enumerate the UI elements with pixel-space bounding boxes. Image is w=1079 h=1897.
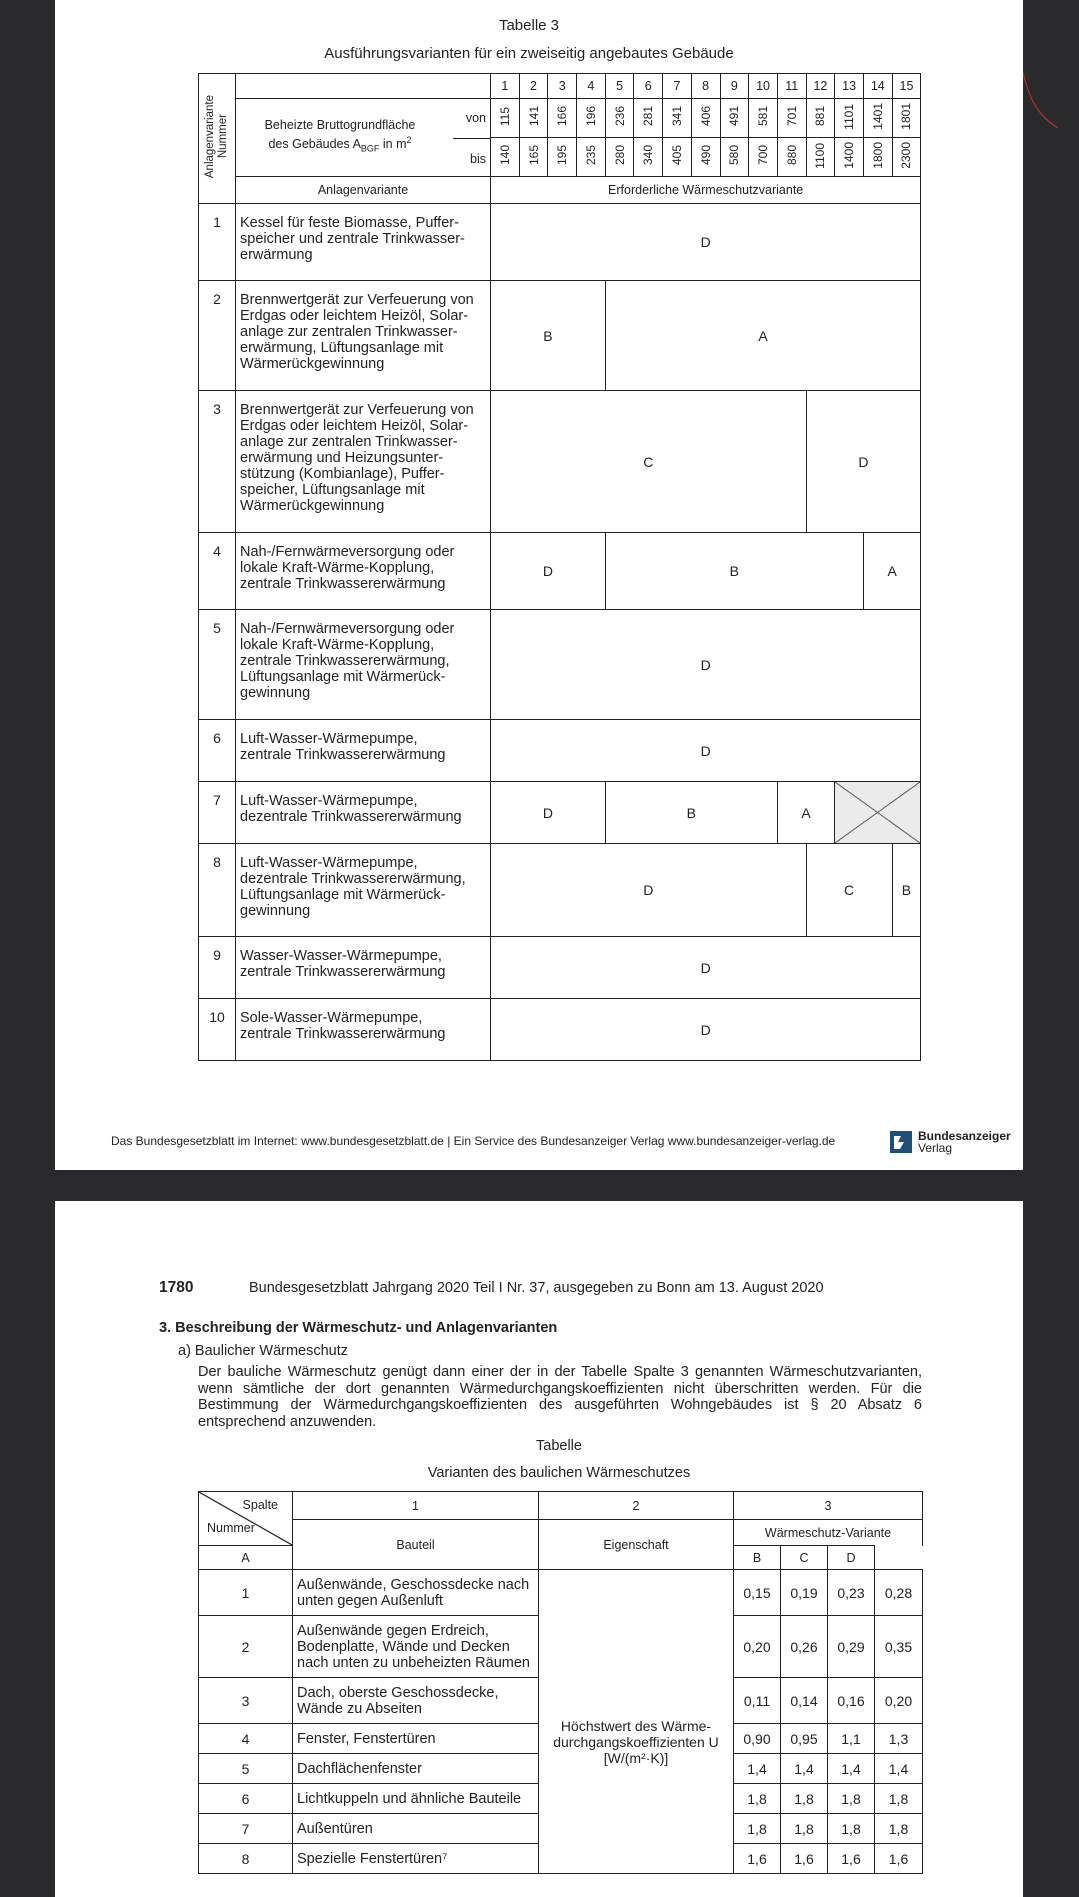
table-row (199, 391, 921, 533)
column-number-1: 1 (293, 1492, 539, 1520)
area-from-value: 196 (577, 99, 606, 138)
logo-line-1: Bundesanzeiger (918, 1129, 1011, 1143)
component-name: Dach, oberste Geschossdecke, Wände zu Abseiten (293, 1678, 539, 1724)
system-description (236, 937, 491, 999)
system-description (236, 281, 491, 391)
description-line: anlage zur zentralen Trinkwasser- (240, 324, 458, 340)
area-label-line-1: Beheizte Bruttogrundfläche (264, 118, 416, 133)
description-line: zentrale Trinkwassererwärmung (240, 747, 446, 763)
column-number-3: 3 (734, 1492, 923, 1520)
table-caption: Tabelle (536, 1438, 582, 1454)
u-value: 0,19 (781, 1570, 828, 1616)
description-line: Brennwertgerät zur Verfeuerung von (240, 402, 474, 418)
row-number: 2 (199, 281, 236, 391)
area-from-value: 281 (634, 99, 663, 138)
u-value: 1,3 (875, 1724, 923, 1754)
column-number-2: 2 (539, 1492, 734, 1520)
u-value: 1,8 (828, 1784, 875, 1814)
description-line: Nah-/Fernwärmeversorgung oder (240, 621, 455, 637)
header-bauteil: Bauteil (293, 1520, 539, 1570)
area-to-value: 490 (691, 138, 720, 177)
table-row (199, 999, 921, 1061)
row-number: 6 (199, 1784, 293, 1814)
description-line: anlage zur zentralen Trinkwasser- (240, 434, 458, 450)
table-caption: Tabelle 3 (498, 17, 560, 34)
required-variant-cell: A (605, 281, 921, 391)
required-variant-cell: B (605, 533, 863, 610)
area-to-value: 405 (663, 138, 692, 177)
row-number: 3 (199, 1678, 293, 1724)
required-variant-cell: D (491, 937, 921, 999)
required-variant-cell: D (491, 999, 921, 1061)
description-line: Nah-/Fernwärmeversorgung oder (240, 544, 455, 560)
area-label-sup: 2 (406, 135, 412, 146)
bundesanzeiger-logo-icon (890, 1131, 912, 1153)
description-line: Kessel für feste Biomasse, Puffer- (240, 215, 459, 231)
corner-label-2: Nummer (217, 114, 229, 159)
required-variant-cell: D (491, 782, 606, 844)
not-applicable-cell (835, 782, 921, 844)
required-variant-cell: D (806, 391, 921, 533)
u-value: 1,1 (828, 1724, 875, 1754)
area-label-cell (236, 99, 491, 177)
property-line-2: durchgangskoeffizienten U (553, 1733, 719, 1750)
description-line: erwärmung (240, 247, 313, 263)
description-line: Wasser-Wasser-Wärmepumpe, (240, 948, 442, 964)
description-line: dezentrale Trinkwassererwärmung (240, 809, 462, 825)
u-value: 0,20 (734, 1616, 781, 1678)
logo-line-2: Verlag (918, 1141, 953, 1155)
description-line: Erdgas oder leichtem Heizöl, Solar- (240, 308, 469, 324)
corner-top-label: Spalte (242, 1498, 278, 1512)
column-number: 2 (519, 74, 548, 99)
area-from-value: 236 (605, 99, 634, 138)
u-value: 0,20 (875, 1678, 923, 1724)
u-value: 1,8 (781, 1784, 828, 1814)
column-header-system: Anlagenvariante (236, 177, 491, 204)
description-line: dezentrale Trinkwassererwärmung, (240, 871, 466, 887)
description-line: Brennwertgerät zur Verfeuerung von (240, 292, 474, 308)
description-line: Luft-Wasser-Wärmepumpe, (240, 793, 418, 809)
column-number: 15 (892, 74, 921, 99)
component-name: Lichtkuppeln und ähnliche Bauteile (293, 1784, 539, 1814)
description-line: erwärmung, Lüftungsanlage mit (240, 340, 444, 356)
column-number: 14 (863, 74, 892, 99)
column-number: 7 (663, 74, 692, 99)
corner-bottom-label: Nummer (207, 1521, 255, 1535)
u-value: 0,95 (781, 1724, 828, 1754)
table-row (199, 281, 921, 391)
table-row (199, 782, 921, 844)
description-line: Luft-Wasser-Wärmepumpe, (240, 731, 418, 747)
u-value: 1,4 (875, 1754, 923, 1784)
description-line: Lüftungsanlage mit Wärmerück- (240, 887, 446, 903)
column-number: 8 (691, 74, 720, 99)
running-head: Bundesgesetzblatt Jahrgang 2020 Teil I Nr. 37, ausgegeben zu Bonn am 13. August 2020 (249, 1280, 824, 1296)
area-to-value: 700 (749, 138, 778, 177)
property-cell (539, 1570, 734, 1874)
required-variant-cell: B (892, 844, 921, 937)
area-to-value: 1400 (835, 138, 864, 177)
column-number: 13 (835, 74, 864, 99)
variant-letter: D (828, 1546, 875, 1570)
u-value: 0,35 (875, 1616, 923, 1678)
description-line: Wärmerückgewinnung (240, 356, 385, 372)
u-value: 1,8 (734, 1784, 781, 1814)
header-variante: Wärmeschutz-Variante (734, 1520, 923, 1546)
description-line: gewinnung (240, 685, 311, 701)
table-row (199, 533, 921, 610)
required-variant-cell: D (491, 610, 921, 720)
row-number: 7 (199, 1814, 293, 1844)
u-value: 1,8 (734, 1814, 781, 1844)
variant-number-header (199, 74, 236, 204)
table-row (199, 204, 921, 281)
header-eigenschaft: Eigenschaft (539, 1520, 734, 1570)
description-line: Luft-Wasser-Wärmepumpe, (240, 855, 418, 871)
system-description (236, 999, 491, 1061)
von-label: von (465, 111, 486, 125)
area-label-line-3: in m (379, 137, 407, 152)
area-label-line-2: des Gebäudes A (268, 137, 361, 152)
bis-label: bis (470, 152, 486, 166)
corner-header (199, 1492, 293, 1546)
u-value: 0,14 (781, 1678, 828, 1724)
description-line: zentrale Trinkwassererwärmung, (240, 653, 450, 669)
table-row (199, 610, 921, 720)
area-to-value: 280 (605, 138, 634, 177)
system-description (236, 533, 491, 610)
description-line: speicher, Lüftungsanlage mit (240, 482, 425, 498)
row-number: 5 (199, 610, 236, 720)
table-row (199, 844, 921, 937)
document-page-2 (55, 1201, 1023, 1897)
description-line: speicher und zentrale Trinkwasser- (240, 231, 465, 247)
required-variant-cell: B (605, 782, 777, 844)
system-description (236, 391, 491, 533)
area-from-value: 491 (720, 99, 749, 138)
area-to-value: 195 (548, 138, 577, 177)
property-line-1: Höchstwert des Wärme- (560, 1717, 712, 1734)
column-number: 12 (806, 74, 835, 99)
system-description (236, 204, 491, 281)
area-from-value: 141 (519, 99, 548, 138)
row-number: 9 (199, 937, 236, 999)
area-label-sub: BGF (360, 143, 380, 154)
row-number: 6 (199, 720, 236, 782)
area-to-value: 580 (720, 138, 749, 177)
footer-text: Das Bundesgesetzblatt im Internet: www.bundesgesetzblatt.de | Ein Service des Bundesanzeiger Verlag www.bundesanzeiger-verlag.de (111, 1134, 836, 1148)
column-header-required: Erforderliche Wärmeschutzvariante (491, 177, 921, 204)
row-number: 8 (199, 844, 236, 937)
variant-letter: C (781, 1546, 828, 1570)
area-from-value: 406 (691, 99, 720, 138)
description-line: lokale Kraft-Wärme-Kopplung, (240, 637, 435, 653)
area-from-value: 881 (806, 99, 835, 138)
component-name: Außentüren (293, 1814, 539, 1844)
variants-table-3 (198, 73, 921, 1061)
u-value: 0,23 (828, 1570, 875, 1616)
required-variant-cell: B (491, 281, 606, 391)
area-from-value: 581 (749, 99, 778, 138)
table-row (199, 937, 921, 999)
document-page-1 (55, 0, 1023, 1170)
area-from-value: 701 (777, 99, 806, 138)
component-name: Spezielle Fenstertüren⁷ (293, 1844, 539, 1874)
u-value: 0,15 (734, 1570, 781, 1616)
area-to-value: 1800 (863, 138, 892, 177)
component-name: Dachflächenfenster (293, 1754, 539, 1784)
variant-letter: B (734, 1546, 781, 1570)
table-title: Ausführungsvarianten für ein zweiseitig angebautes Gebäude (324, 45, 734, 62)
publisher-logo (890, 1130, 1011, 1154)
row-number: 5 (199, 1754, 293, 1784)
u-value: 0,29 (828, 1616, 875, 1678)
u-value: 1,6 (828, 1844, 875, 1874)
u-value: 1,6 (875, 1844, 923, 1874)
description-line: lokale Kraft-Wärme-Kopplung, (240, 560, 435, 576)
component-name: Fenster, Fenstertüren (293, 1724, 539, 1754)
description-line: stützung (Kombianlage), Puffer- (240, 466, 445, 482)
system-description (236, 844, 491, 937)
u-value: 0,28 (875, 1570, 923, 1616)
area-from-value: 1101 (835, 99, 864, 138)
row-number: 1 (199, 204, 236, 281)
u-value: 1,4 (734, 1754, 781, 1784)
required-variant-cell: D (491, 720, 921, 782)
required-variant-cell: D (491, 204, 921, 281)
row-number: 1 (199, 1570, 293, 1616)
required-variant-cell: A (863, 533, 920, 610)
description-line: zentrale Trinkwassererwärmung (240, 1026, 446, 1042)
row-number: 10 (199, 999, 236, 1061)
section-title: 3. Beschreibung der Wärmeschutz- und Anlagenvarianten (159, 1320, 558, 1336)
body-paragraph: Der bauliche Wärmeschutz genügt dann einer der in der Tabelle Spalte 3 genannten Wärmeschutzvarianten, wenn sämtliche der dort genannten Wärmedurchgangskoeffizienten nicht überschritten werden. Für die Bestimmung der Wärmedurchgangskoeffizienten des ausgeführten Wohngebäudes ist § 20 Absatz 6 entsprechend anzuwenden. (198, 1364, 922, 1430)
column-number: 11 (777, 74, 806, 99)
row-number: 3 (199, 391, 236, 533)
area-to-value: 235 (577, 138, 606, 177)
row-number: 4 (199, 533, 236, 610)
u-value: 1,6 (734, 1844, 781, 1874)
required-variant-cell: C (491, 391, 807, 533)
subsection-title: a) Baulicher Wärmeschutz (178, 1343, 349, 1359)
row-number: 8 (199, 1844, 293, 1874)
description-line: zentrale Trinkwassererwärmung (240, 576, 446, 592)
column-number: 3 (548, 74, 577, 99)
description-line: zentrale Trinkwassererwärmung (240, 964, 446, 980)
row-number: 4 (199, 1724, 293, 1754)
system-description (236, 720, 491, 782)
page-number: 1780 (159, 1279, 194, 1296)
area-to-value: 2300 (892, 138, 921, 177)
u-value: 1,8 (875, 1814, 923, 1844)
column-number: 9 (720, 74, 749, 99)
column-number: 1 (491, 74, 520, 99)
component-name: Außenwände gegen Erdreich, Bodenplatte, Wände und Decken nach unten zu unbeheizten Räumen (293, 1616, 539, 1678)
column-number: 6 (634, 74, 663, 99)
description-line: gewinnung (240, 903, 311, 919)
required-variant-cell: D (491, 844, 807, 937)
row-number: 7 (199, 782, 236, 844)
description-line: Lüftungsanlage mit Wärmerück- (240, 669, 446, 685)
system-description (236, 610, 491, 720)
required-variant-cell: C (806, 844, 892, 937)
u-value: 1,6 (781, 1844, 828, 1874)
variant-letter: A (199, 1546, 293, 1570)
row-number: 2 (199, 1616, 293, 1678)
table-title: Varianten des baulichen Wärmeschutzes (427, 1465, 691, 1481)
description-line: erwärmung und Heizungsunter- (240, 450, 444, 466)
u-value: 0,16 (828, 1678, 875, 1724)
description-line: Wärmerückgewinnung (240, 498, 385, 514)
required-variant-cell: D (491, 533, 606, 610)
u-value: 1,8 (828, 1814, 875, 1844)
u-value: 1,8 (875, 1784, 923, 1814)
column-number: 4 (577, 74, 606, 99)
description-line: Erdgas oder leichtem Heizöl, Solar- (240, 418, 469, 434)
area-to-value: 165 (519, 138, 548, 177)
area-to-value: 140 (491, 138, 520, 177)
area-from-value: 341 (663, 99, 692, 138)
area-to-value: 340 (634, 138, 663, 177)
area-to-value: 880 (777, 138, 806, 177)
u-value: 1,4 (781, 1754, 828, 1784)
area-from-value: 1801 (892, 99, 921, 138)
u-value: 0,11 (734, 1678, 781, 1724)
required-variant-cell: A (777, 782, 834, 844)
u-value: 1,8 (781, 1814, 828, 1844)
system-description (236, 782, 491, 844)
u-value: 0,90 (734, 1724, 781, 1754)
insulation-variants-table (198, 1491, 923, 1874)
area-from-value: 1401 (863, 99, 892, 138)
table-row (199, 1570, 923, 1616)
area-from-value: 166 (548, 99, 577, 138)
area-to-value: 1100 (806, 138, 835, 177)
description-line: Sole-Wasser-Wärmepumpe, (240, 1010, 423, 1026)
component-name: Außenwände, Geschossdecke nach unten gegen Außenluft (293, 1570, 539, 1616)
u-value: 1,4 (828, 1754, 875, 1784)
property-line-3: [W/(m²·K)] (603, 1749, 669, 1766)
column-number: 5 (605, 74, 634, 99)
column-number: 10 (749, 74, 778, 99)
area-from-value: 115 (491, 99, 520, 138)
blank-header (236, 74, 491, 99)
table-row (199, 720, 921, 782)
u-value: 0,26 (781, 1616, 828, 1678)
corner-label-1: Anlagenvariante (204, 94, 216, 179)
